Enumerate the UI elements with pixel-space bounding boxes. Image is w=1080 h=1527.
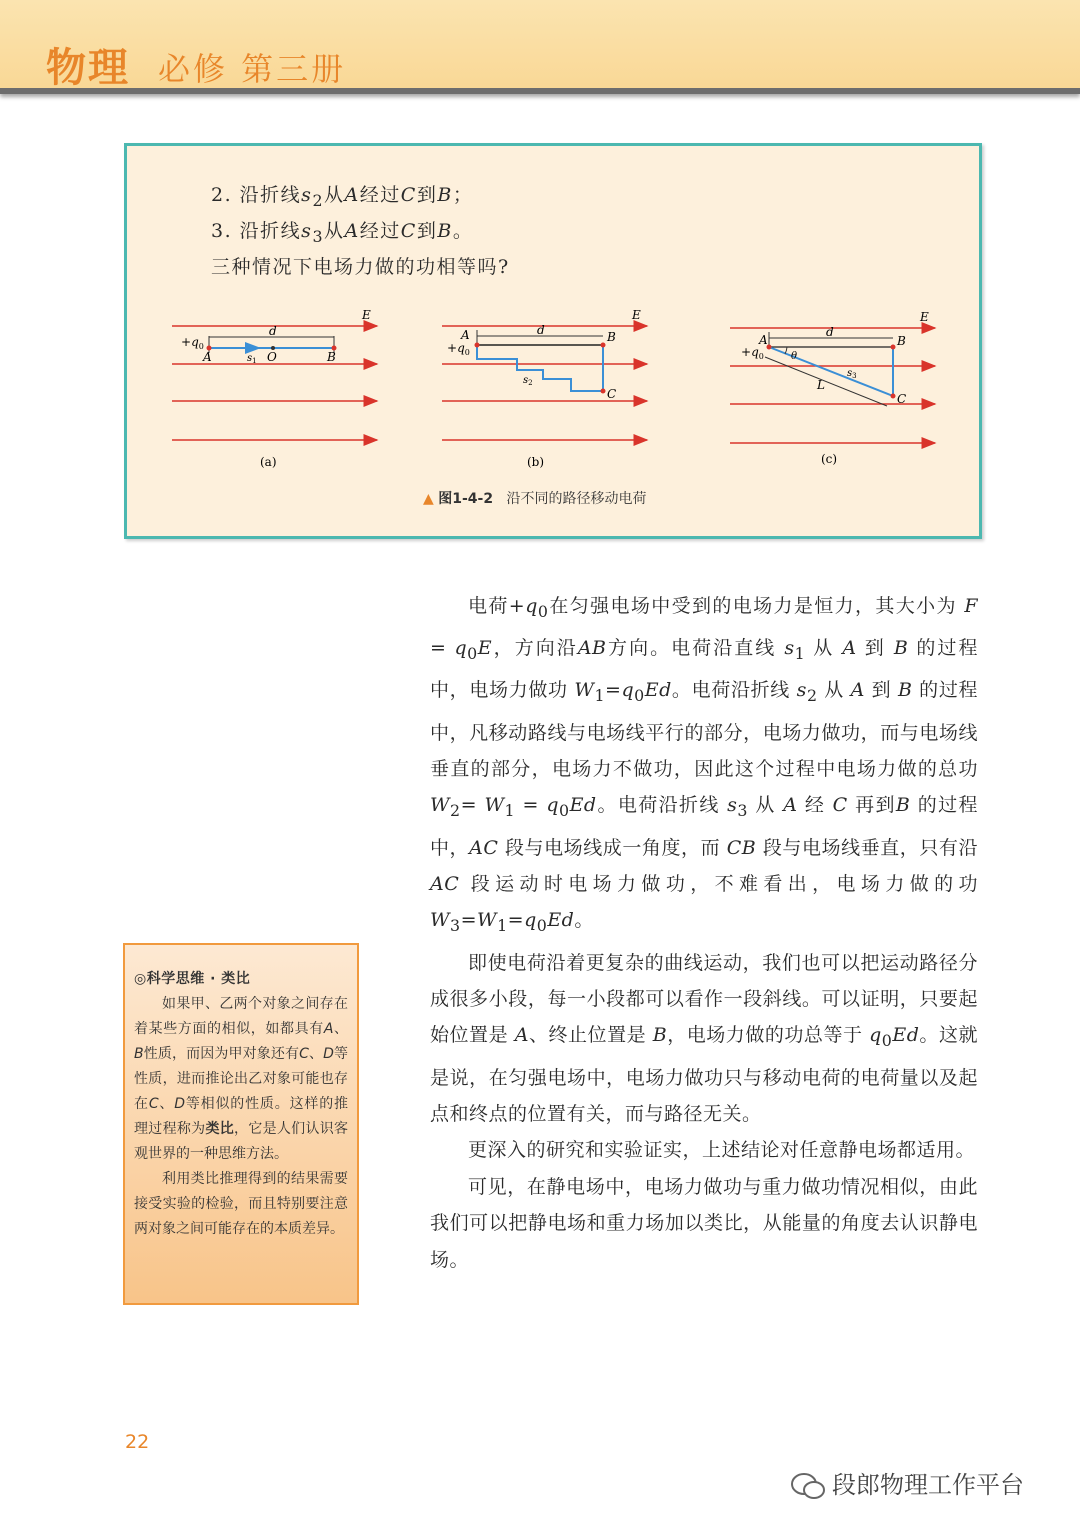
page-number: 22 (125, 1431, 150, 1453)
label-B: B (327, 350, 336, 364)
page-header (0, 0, 1080, 94)
label-A: A (203, 350, 212, 364)
svg-text:(c): (c) (821, 452, 838, 466)
book-title: 物理 (46, 45, 130, 91)
svg-text:C: C (607, 387, 617, 401)
paragraph-3: 更深入的研究和实验证实，上述结论对任意静电场都适用。 (468, 1139, 976, 1162)
svg-text:s2: $s_2$ (523, 375, 533, 387)
triangle-icon: ▲ (423, 491, 434, 507)
svg-text:A: A (759, 333, 768, 347)
question-line-2: 2. 沿折线$s_2$从A经过C到B； (211, 184, 474, 210)
svg-text:+q0: $+q_0$ (181, 335, 204, 351)
label-a: (a) (260, 455, 277, 469)
paragraph-4: 可见，在静电场中，电场力做功与重力做功情况相似，由此我们可以把静电场和重力场加以类比，从能量的角度去认识静电场。 (430, 1175, 978, 1271)
figure-a (167, 303, 387, 473)
svg-text:s1: $s_1$ (247, 353, 257, 365)
svg-text:C: C (897, 392, 907, 406)
svg-text:(b): (b) (527, 455, 545, 469)
label-d: d (269, 324, 277, 338)
svg-text:E: E (920, 310, 929, 324)
figure-b (437, 303, 657, 473)
wechat-icon (790, 1472, 826, 1500)
paragraph-2: 即使电荷沿着更复杂的曲线运动，我们也可以把运动路径分成很多小段，每一小段都可以看作一段斜线。可以证明，只要起始位置是 A、终止位置是 B，电场力做的功总等于 $q_0Ed$。这就是说，在匀强电场中，电场力做功只与移动电荷的电荷量以及起点和终点的位置有关，而与路径无关。 (430, 951, 978, 1126)
svg-text:L: L (817, 378, 825, 392)
svg-text:+q0: $+q_0$ (741, 345, 764, 361)
svg-text:B: B (897, 334, 906, 348)
sidebar-analogy (123, 943, 359, 1305)
svg-text:A: A (461, 328, 470, 342)
book-subtitle: 必修 第三册 (158, 50, 347, 88)
figure-caption: ▲ 图1-4-2 沿不同的路径移动电荷 (423, 491, 647, 507)
sidebar-paragraph-2: 利用类比推理得到的结果需要接受实验的检验，而且特别要注意两对象之间可能存在的本质差异。 (134, 1171, 348, 1237)
body-text (430, 588, 978, 1278)
label-O: O (267, 350, 277, 364)
sidebar-title: ◎科学思维 · 类比 (134, 971, 251, 987)
sidebar-paragraph-1: 如果甲、乙两个对象之间存在着某些方面的相似，如都具有A、B性质，而因为甲对象还有C、D等性质，进而推论出乙对象可能也存在C、D等相似的性质。这样的推理过程称为类比，它是人们认识客观世界的一种思维方法。 (134, 996, 349, 1162)
svg-text:d: d (537, 323, 545, 337)
paragraph-1: 电荷$+q_0$在匀强电场中受到的电场力是恒力，其大小为 $F = q_0E$，方向沿AB方向。电荷沿直线 $s_1$ 从 A 到 B 的过程中，电场力做功 $W_1=q_0Ed$。电荷沿折线 $s_2$ 从 A 到 B 的过程中，凡移动路线与电场线平行的部分，电场力做功，而与电场线垂直的部分，电场力不做功，因此这个过程中电场力做的总功 $W_2= W_1 = q_0Ed$。电荷沿折线 $s_3$ 从 A 经 C 再到B 的过程中，AC 段与电场线成一角度，而 CB 段与电场线垂直，只有沿 AC 段运动时电场力做功，不难看出，电场力做的功 $W_3=W_1=q_0Ed$。 (430, 595, 979, 936)
svg-text:s3: $s_3$ (847, 368, 857, 380)
svg-text:θ: θ (791, 351, 798, 362)
question-text: 三种情况下电场力做的功相等吗? (211, 256, 510, 278)
activity-box (124, 143, 982, 539)
label-E: E (362, 308, 371, 322)
question-line-3: 3. 沿折线$s_3$从A经过C到B。 (211, 220, 474, 246)
svg-text:+q0: $+q_0$ (447, 341, 470, 357)
svg-text:d: d (826, 325, 834, 339)
figure-c (725, 303, 945, 473)
svg-text:E: E (632, 308, 641, 322)
watermark: 段郎物理工作平台 (790, 1465, 1024, 1500)
svg-text:B: B (607, 330, 616, 344)
